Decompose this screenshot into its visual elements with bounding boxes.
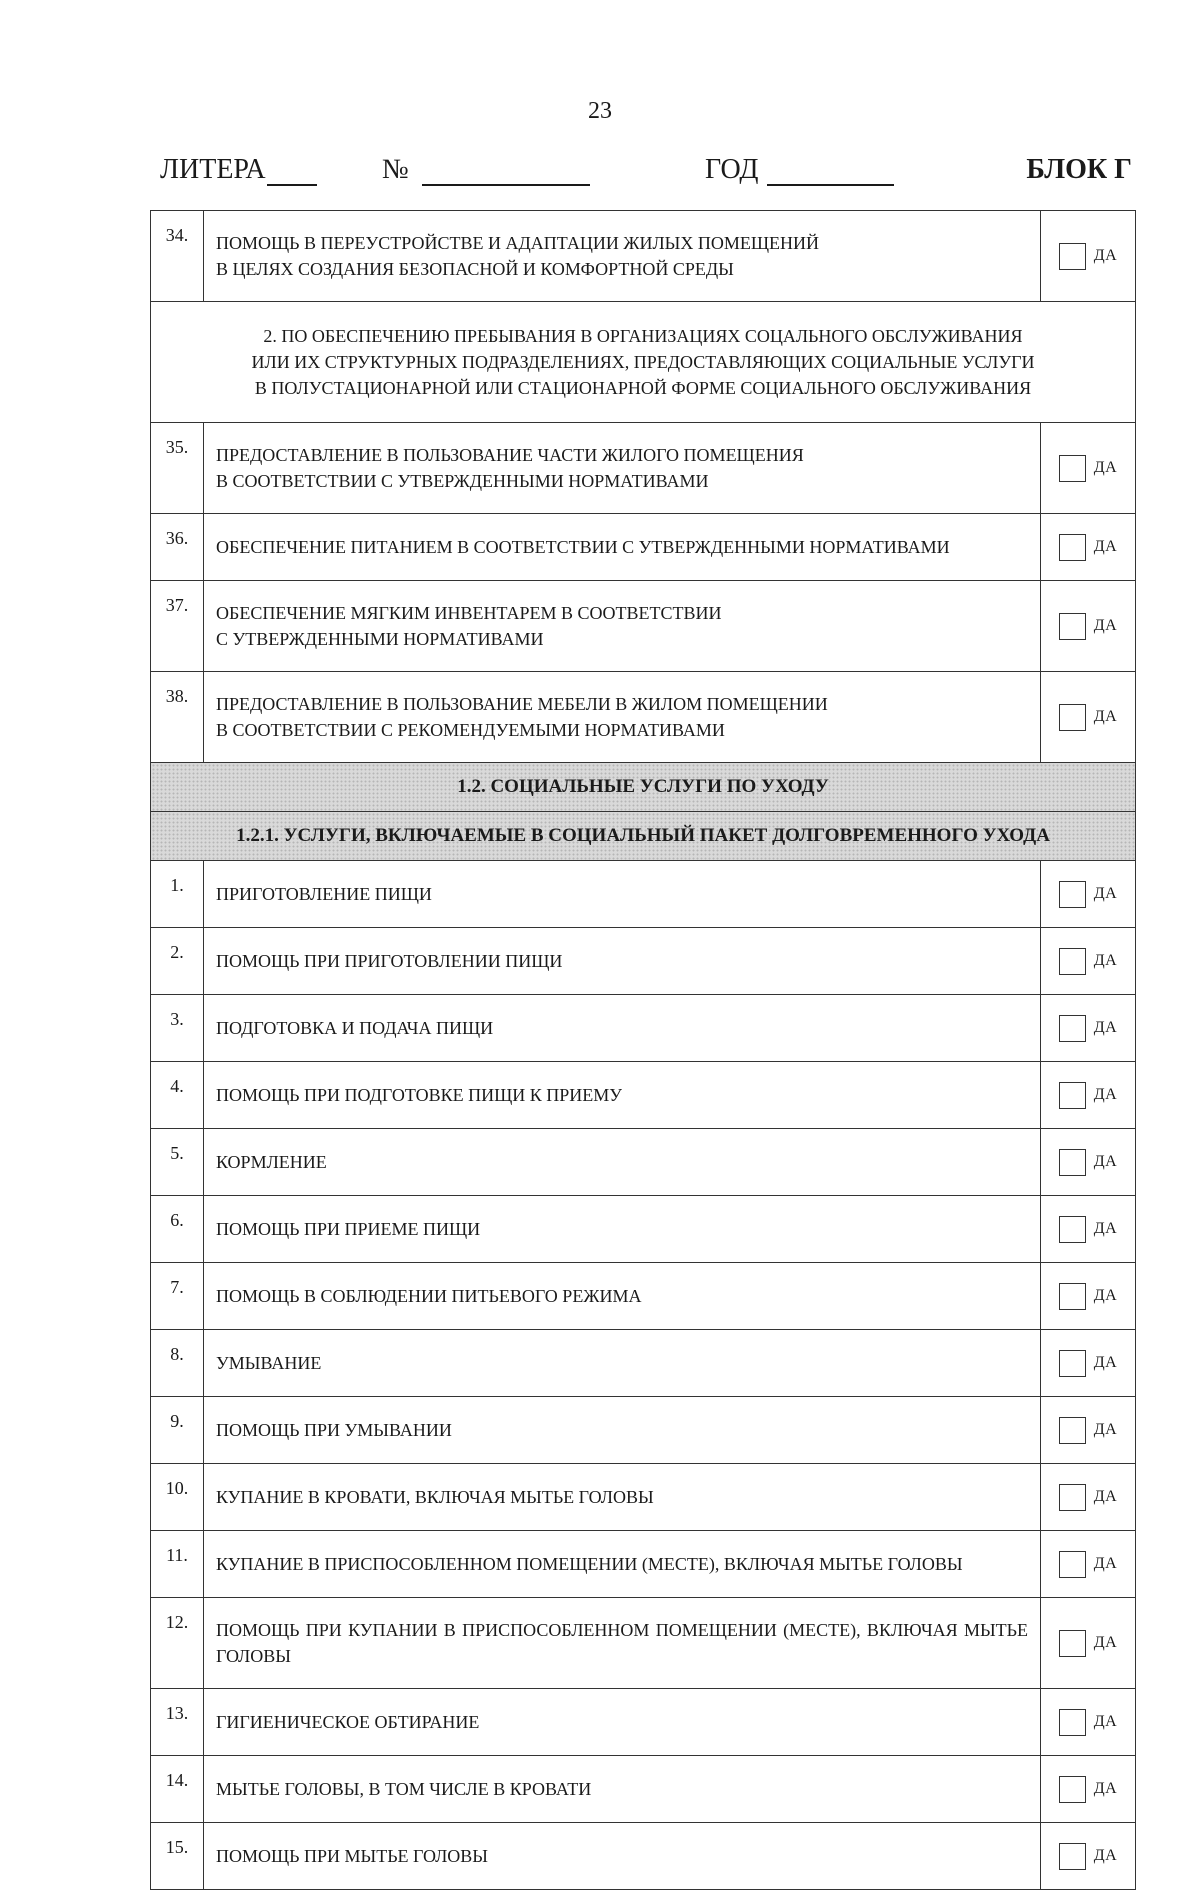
option-label: ДА [1093,1354,1118,1371]
service-text: КУПАНИЕ В ПРИСПОСОБЛЕННОМ ПОМЕЩЕНИИ (МЕСТЕ), ВКЛЮЧАЯ МЫТЬЕ ГОЛОВЫ [204,1531,1041,1598]
checkbox-cell [1041,211,1136,302]
checkbox[interactable] [1059,1216,1086,1243]
row-number: 38. [151,672,204,763]
table-row [151,1330,1136,1397]
checkbox[interactable] [1059,1283,1086,1310]
checkbox[interactable] [1059,1015,1086,1042]
service-text [204,211,1041,302]
year-field[interactable] [767,184,894,186]
services-table [150,210,1136,1890]
option-label: ДА [1093,1220,1118,1237]
checkbox[interactable] [1059,881,1086,908]
table-row [151,1756,1136,1823]
service-text: ПОМОЩЬ ПРИ КУПАНИИ В ПРИСПОСОБЛЕННОМ ПОМЕЩЕНИИ (МЕСТЕ), ВКЛЮЧАЯ МЫТЬЕ ГОЛОВЫ [204,1598,1041,1689]
option-label: ДА [1093,459,1118,476]
checkbox-cell [1041,581,1136,672]
option-label: ДА [1093,1086,1118,1103]
service-text [204,672,1041,763]
checkbox[interactable] [1059,243,1086,270]
checkbox[interactable] [1059,1417,1086,1444]
page-number: 23 [588,98,612,124]
heading-row [151,812,1136,861]
heading-1-2: 1.2. СОЦИАЛЬНЫЕ УСЛУГИ ПО УХОДУ [151,763,1136,812]
litera-label: ЛИТЕРА [160,154,266,185]
checkbox[interactable] [1059,1484,1086,1511]
option-label: ДА [1093,1780,1118,1797]
checkbox-cell [1041,1062,1136,1129]
service-text: МЫТЬЕ ГОЛОВЫ, В ТОМ ЧИСЛЕ В КРОВАТИ [204,1756,1041,1823]
checkbox-cell [1041,423,1136,514]
heading-row [151,763,1136,812]
option-label: ДА [1093,1421,1118,1438]
checkbox-cell [1041,1397,1136,1464]
option-label: ДА [1093,538,1118,555]
service-text [204,581,1041,672]
checkbox[interactable] [1059,1082,1086,1109]
option-label: ДА [1093,1555,1118,1572]
service-text: ПОМОЩЬ ПРИ ПОДГОТОВКЕ ПИЩИ К ПРИЕМУ [204,1062,1041,1129]
checkbox[interactable] [1059,1350,1086,1377]
row-number: 5. [151,1129,204,1196]
option-label: ДА [1093,1153,1118,1170]
service-text: ПОМОЩЬ ПРИ ПРИЕМЕ ПИЩИ [204,1196,1041,1263]
litera-field[interactable] [267,184,317,186]
row-number: 8. [151,1330,204,1397]
checkbox-cell [1041,1196,1136,1263]
table-row [151,672,1136,763]
checkbox-cell [1041,1330,1136,1397]
table-row [151,1598,1136,1689]
service-line: ОБЕСПЕЧЕНИЕ ПИТАНИЕМ В СООТВЕТСТВИИ С УТВЕРЖДЕННЫМИ НОРМАТИВАМИ [216,537,950,557]
option-label: ДА [1093,952,1118,969]
form-header [160,148,1132,188]
table-row [151,1129,1136,1196]
service-text: УМЫВАНИЕ [204,1330,1041,1397]
row-number: 15. [151,1823,204,1890]
row-number: 36. [151,514,204,581]
row-number: 4. [151,1062,204,1129]
option-label: ДА [1093,247,1118,264]
table-row [151,423,1136,514]
option-label: ДА [1093,1847,1118,1864]
checkbox-cell [1041,995,1136,1062]
service-line: ПОМОЩЬ В ПЕРЕУСТРОЙСТВЕ И АДАПТАЦИИ ЖИЛЫХ ПОМЕЩЕНИЙ В ЦЕЛЯХ СОЗДАНИЯ БЕЗОПАСНОЙ И КОМФОРТНОЙ СРЕДЫ [216,233,820,279]
section-heading-2 [151,302,1136,423]
option-label: ДА [1093,708,1118,725]
row-number: 14. [151,1756,204,1823]
row-number: 12. [151,1598,204,1689]
option-label: ДА [1093,1634,1118,1651]
service-text [204,514,1041,581]
service-text: КОРМЛЕНИЕ [204,1129,1041,1196]
row-number: 34. [151,211,204,302]
checkbox-cell [1041,1823,1136,1890]
row-number: 11. [151,1531,204,1598]
table-row [151,1397,1136,1464]
service-text: ПОМОЩЬ В СОБЛЮДЕНИИ ПИТЬЕВОГО РЕЖИМА [204,1263,1041,1330]
row-number: 3. [151,995,204,1062]
service-text: ПРИГОТОВЛЕНИЕ ПИЩИ [204,861,1041,928]
table-row [151,211,1136,302]
option-label: ДА [1093,1019,1118,1036]
service-text: ПОДГОТОВКА И ПОДАЧА ПИЩИ [204,995,1041,1062]
checkbox-cell [1041,1464,1136,1531]
row-number: 6. [151,1196,204,1263]
number-field[interactable] [422,184,590,186]
year-label: ГОД [705,154,759,185]
table-row [151,995,1136,1062]
checkbox-cell [1041,514,1136,581]
block-label: БЛОК Г [1026,154,1132,185]
option-label: ДА [1093,1713,1118,1730]
table-row [151,1531,1136,1598]
option-label: ДА [1093,1287,1118,1304]
row-number: 35. [151,423,204,514]
service-line: ПРЕДОСТАВЛЕНИЕ В ПОЛЬЗОВАНИЕ МЕБЕЛИ В ЖИЛОМ ПОМЕЩЕНИИ В СООТВЕТСТВИИ С РЕКОМЕНДУЕМЫМИ НОРМАТИВАМИ [216,694,828,740]
checkbox[interactable] [1059,1843,1086,1870]
row-number: 10. [151,1464,204,1531]
table-row [151,1263,1136,1330]
section-row [151,302,1136,423]
checkbox-cell [1041,1598,1136,1689]
checkbox[interactable] [1059,613,1086,640]
service-line: ПРЕДОСТАВЛЕНИЕ В ПОЛЬЗОВАНИЕ ЧАСТИ ЖИЛОГО ПОМЕЩЕНИЯ В СООТВЕТСТВИИ С УТВЕРЖДЕННЫМИ НОРМАТИВАМИ [216,445,804,491]
row-number: 9. [151,1397,204,1464]
checkbox[interactable] [1059,1149,1086,1176]
table-row [151,1196,1136,1263]
checkbox-cell [1041,1689,1136,1756]
section-heading-text: 2. ПО ОБЕСПЕЧЕНИЮ ПРЕБЫВАНИЯ В ОРГАНИЗАЦИЯХ СОЦАЛЬНОГО ОБСЛУЖИВАНИЯ ИЛИ ИХ СТРУКТУРНЫХ ПОДРАЗДЕЛЕНИЯХ, ПРЕДОСТАВЛЯЮЩИХ СОЦИАЛЬНЫЕ УСЛУГИ В ПОЛУСТАЦИОНАРНОЙ ИЛИ СТАЦИОНАРНОЙ ФОРМЕ СОЦИАЛЬНОГО ОБСЛУЖИВАНИЯ [251,326,1035,398]
row-number: 7. [151,1263,204,1330]
table-row [151,514,1136,581]
option-label: ДА [1093,617,1118,634]
checkbox-cell [1041,1263,1136,1330]
number-label: № [382,154,409,185]
service-line: ОБЕСПЕЧЕНИЕ МЯГКИМ ИНВЕНТАРЕМ В СООТВЕТСТВИИ С УТВЕРЖДЕННЫМИ НОРМАТИВАМИ [216,603,722,649]
checkbox[interactable] [1059,1630,1086,1657]
checkbox[interactable] [1059,534,1086,561]
table-row [151,1464,1136,1531]
service-text: КУПАНИЕ В КРОВАТИ, ВКЛЮЧАЯ МЫТЬЕ ГОЛОВЫ [204,1464,1041,1531]
table-row [151,1689,1136,1756]
table-row [151,1823,1136,1890]
checkbox-cell [1041,928,1136,995]
checkbox[interactable] [1059,1776,1086,1803]
table-row [151,861,1136,928]
checkbox-cell [1041,861,1136,928]
service-text: ГИГИЕНИЧЕСКОЕ ОБТИРАНИЕ [204,1689,1041,1756]
checkbox[interactable] [1059,1709,1086,1736]
service-text: ПОМОЩЬ ПРИ УМЫВАНИИ [204,1397,1041,1464]
heading-1-2-1: 1.2.1. УСЛУГИ, ВКЛЮЧАЕМЫЕ В СОЦИАЛЬНЫЙ ПАКЕТ ДОЛГОВРЕМЕННОГО УХОДА [151,812,1136,861]
checkbox[interactable] [1059,455,1086,482]
table-row [151,581,1136,672]
option-label: ДА [1093,885,1118,902]
checkbox-cell [1041,1129,1136,1196]
checkbox[interactable] [1059,704,1086,731]
table-row [151,928,1136,995]
option-label: ДА [1093,1488,1118,1505]
row-number: 37. [151,581,204,672]
service-text [204,423,1041,514]
row-number: 13. [151,1689,204,1756]
checkbox[interactable] [1059,1551,1086,1578]
row-number: 2. [151,928,204,995]
row-number: 1. [151,861,204,928]
service-text: ПОМОЩЬ ПРИ МЫТЬЕ ГОЛОВЫ [204,1823,1041,1890]
checkbox[interactable] [1059,948,1086,975]
checkbox-cell [1041,1756,1136,1823]
checkbox-cell [1041,672,1136,763]
checkbox-cell [1041,1531,1136,1598]
table-row [151,1062,1136,1129]
service-text: ПОМОЩЬ ПРИ ПРИГОТОВЛЕНИИ ПИЩИ [204,928,1041,995]
